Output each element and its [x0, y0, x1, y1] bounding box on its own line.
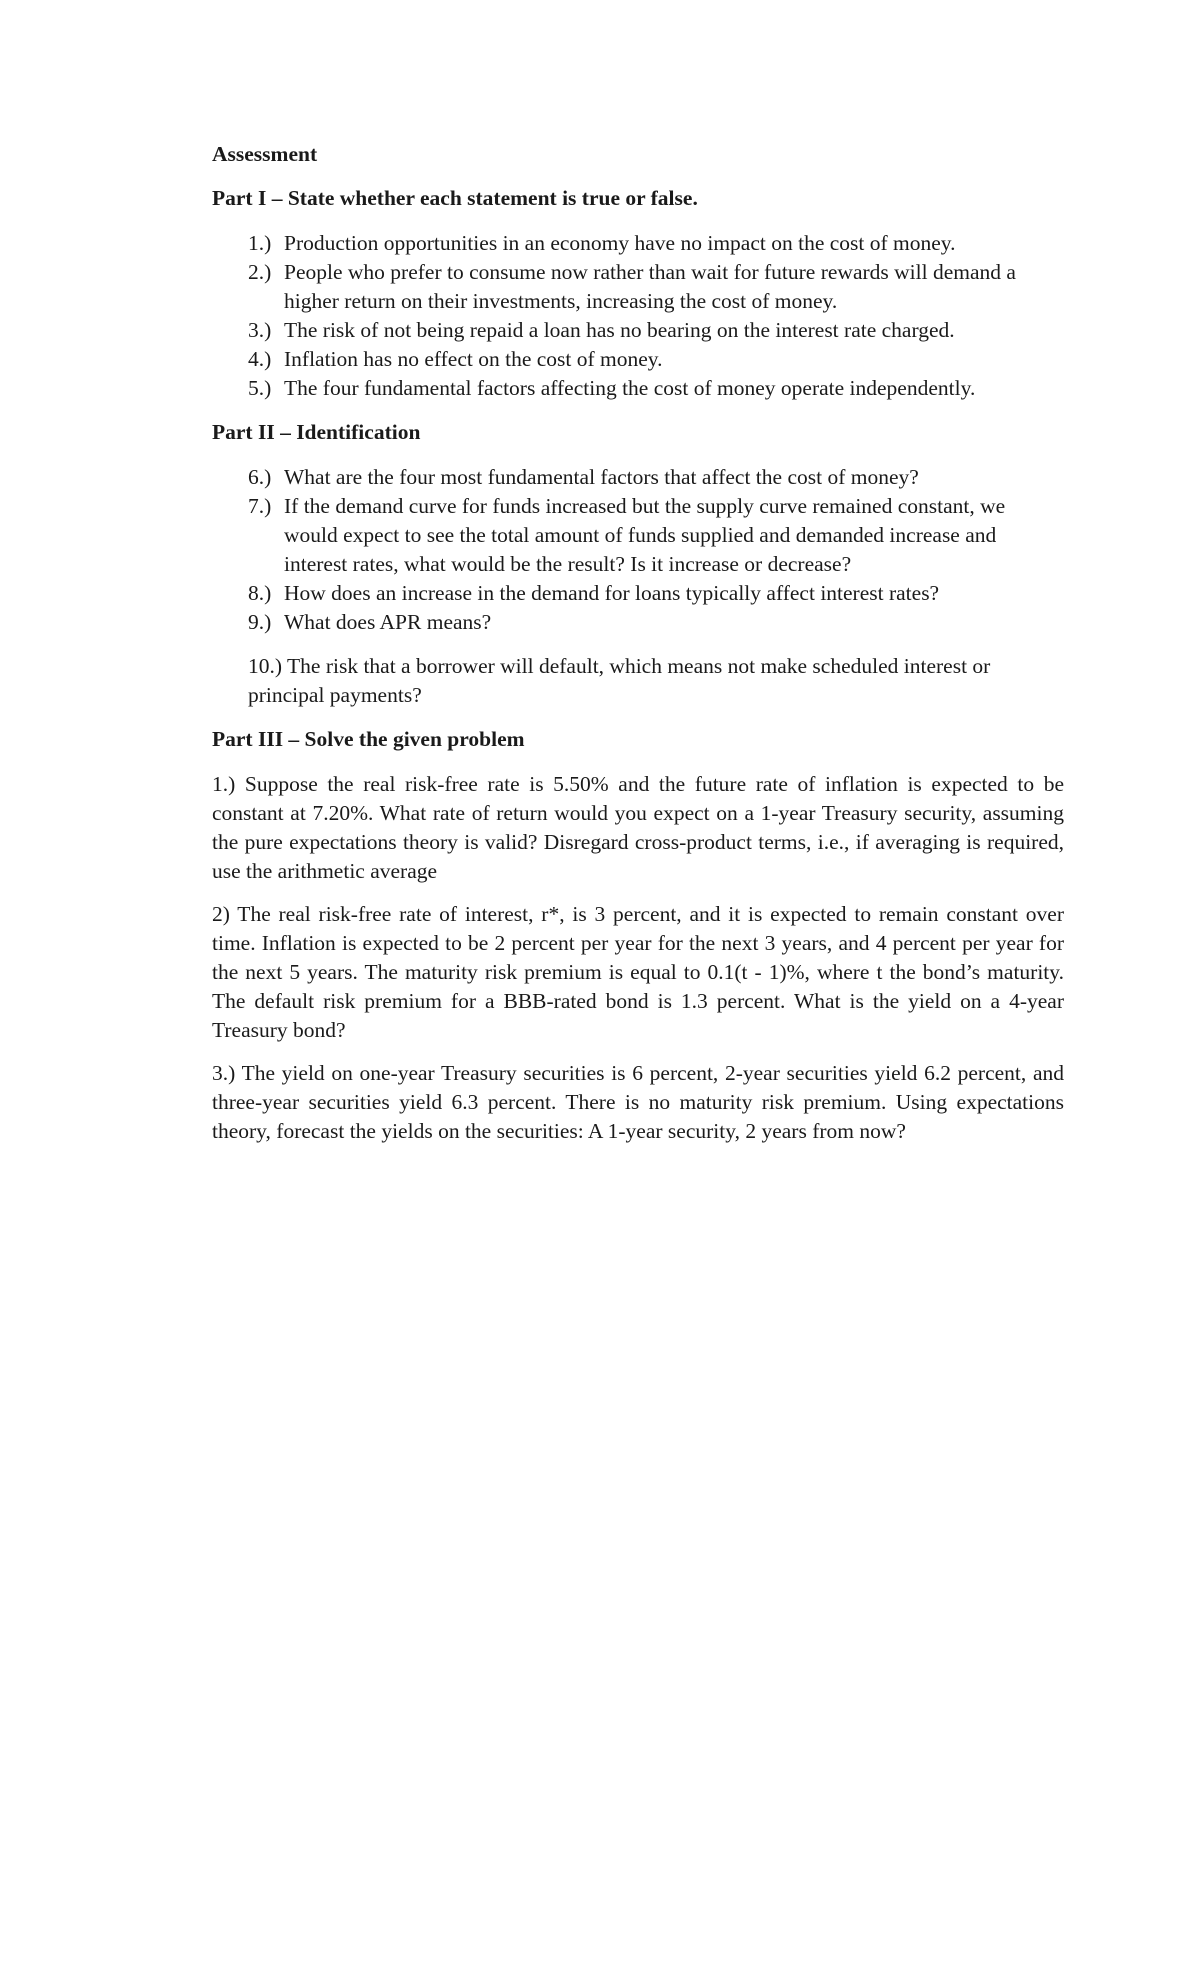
item-number: 6.): [248, 465, 272, 489]
item-number: 7.): [248, 494, 272, 518]
item-text: People who prefer to consume now rather than wait for future rewards will demand a higher return on their investments, increasing the cost of money.: [284, 260, 1016, 313]
question-10: 10.) The risk that a borrower will default, which means not make scheduled interest or principal payments?: [248, 654, 991, 707]
item-text: What are the four most fundamental factors that affect the cost of money?: [284, 465, 919, 489]
item-number: 5.): [248, 376, 272, 400]
part2-heading: Part II – Identification: [212, 420, 421, 444]
part2-list: [212, 463, 1064, 637]
item-text: Inflation has no effect on the cost of money.: [284, 347, 663, 371]
problem-2: 2) The real risk-free rate of interest, r*, is 3 percent, and it is expected to remain constant over time. Inflation is expected to be 2 percent per year for the next 3 years, and 4 percent per year for the next 5 years. The maturity risk premium is equal to 0.1(t - 1)%, where t the bond’s maturity. The default risk premium for a BBB-rated bond is 1.3 percent. What is the yield on a 4-year Treasury bond?: [212, 902, 1064, 1042]
part1-heading: Part I – State whether each statement is true or false.: [212, 186, 698, 210]
item-text: What does APR means?: [284, 610, 492, 634]
item-number: 4.): [248, 347, 272, 371]
part1-list: [212, 229, 1064, 403]
list-item: [212, 229, 1064, 258]
list-item: [212, 492, 1064, 579]
part3-heading: Part III – Solve the given problem: [212, 727, 525, 751]
item-number: 1.): [248, 231, 272, 255]
list-item: [212, 608, 1064, 637]
document-content: [212, 140, 1064, 1160]
item-text: If the demand curve for funds increased but the supply curve remained constant, we would expect to see the total amount of funds supplied and demanded increase and interest rates, what would be the result? Is it increase or decrease?: [284, 494, 1006, 576]
list-item: [212, 374, 1064, 403]
list-item: [212, 579, 1064, 608]
list-item: [212, 316, 1064, 345]
list-item: [212, 258, 1064, 316]
problem-1: 1.) Suppose the real risk-free rate is 5.50% and the future rate of inflation is expected to be constant at 7.20%. What rate of return would you expect on a 1-year Treasury security, assuming the pure expectations theory is valid? Disregard cross-product terms, i.e., if averaging is required, use the arithmetic average: [212, 772, 1064, 883]
item-number: 2.): [248, 260, 272, 284]
item-number: 8.): [248, 581, 272, 605]
problem-3: 3.) The yield on one-year Treasury securities is 6 percent, 2-year securities yield 6.2 percent, and three-year securities yield 6.3 percent. There is no maturity risk premium. Using expectations theory, forecast the yields on the securities: A 1-year security, 2 years from now?: [212, 1061, 1064, 1143]
item-text: The risk of not being repaid a loan has no bearing on the interest rate charged.: [284, 318, 955, 342]
item-text: How does an increase in the demand for loans typically affect interest rates?: [284, 581, 940, 605]
item-number: 9.): [248, 610, 272, 634]
item-number: 3.): [248, 318, 272, 342]
list-item: [212, 345, 1064, 374]
list-item: [212, 463, 1064, 492]
assessment-title: Assessment: [212, 142, 318, 166]
item-text: Production opportunities in an economy have no impact on the cost of money.: [284, 231, 956, 255]
item-text: The four fundamental factors affecting the cost of money operate independently.: [284, 376, 976, 400]
